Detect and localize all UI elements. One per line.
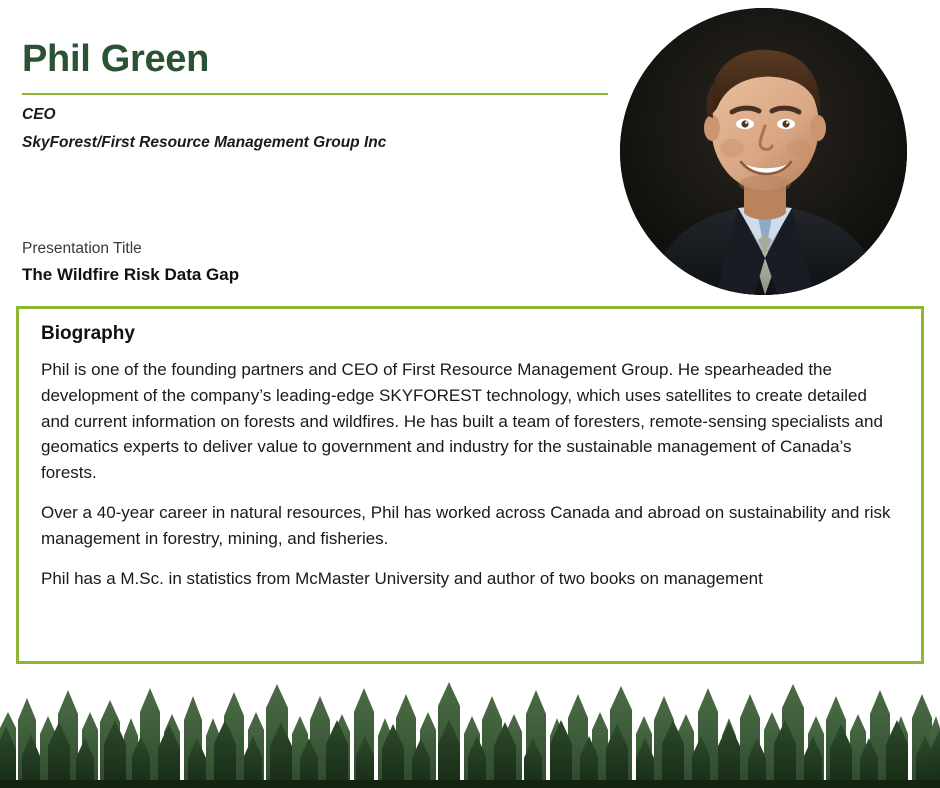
biography-heading: Biography [41, 323, 135, 344]
presentation-title: The Wildfire Risk Data Gap [22, 265, 240, 284]
biography-box [16, 306, 924, 664]
biography-paragraph: Phil is one of the founding partners and CEO of First Resource Management Group. He spearheaded the development of the company’s leading-edge SKYFOREST technology, which uses satellites to create detailed and current information on forests and wildfires. He has built a team of foresters, remote-sensing specialists and geomatics experts to deliver value to government and industry for the sustainable management of Canada’s forests. [41, 360, 883, 483]
speaker-name: Phil Green [22, 38, 210, 80]
biography-paragraph: Phil has a M.Sc. in statistics from McMaster University and author of two books on management [41, 568, 763, 588]
speaker-role: CEO [22, 106, 56, 123]
speaker-organization: SkyForest/First Resource Management Group Inc [22, 134, 387, 151]
biography-paragraph: Over a 40-year career in natural resources, Phil has worked across Canada and abroad on sustainability and risk management in forestry, mining, and fisheries. [41, 503, 891, 548]
forest-illustration [0, 668, 940, 788]
name-divider [22, 93, 608, 95]
portrait-illustration [620, 8, 907, 295]
forest-silhouette-band [0, 668, 940, 788]
presentation-title-label: Presentation Title [22, 240, 142, 257]
portrait-photo [620, 8, 907, 295]
